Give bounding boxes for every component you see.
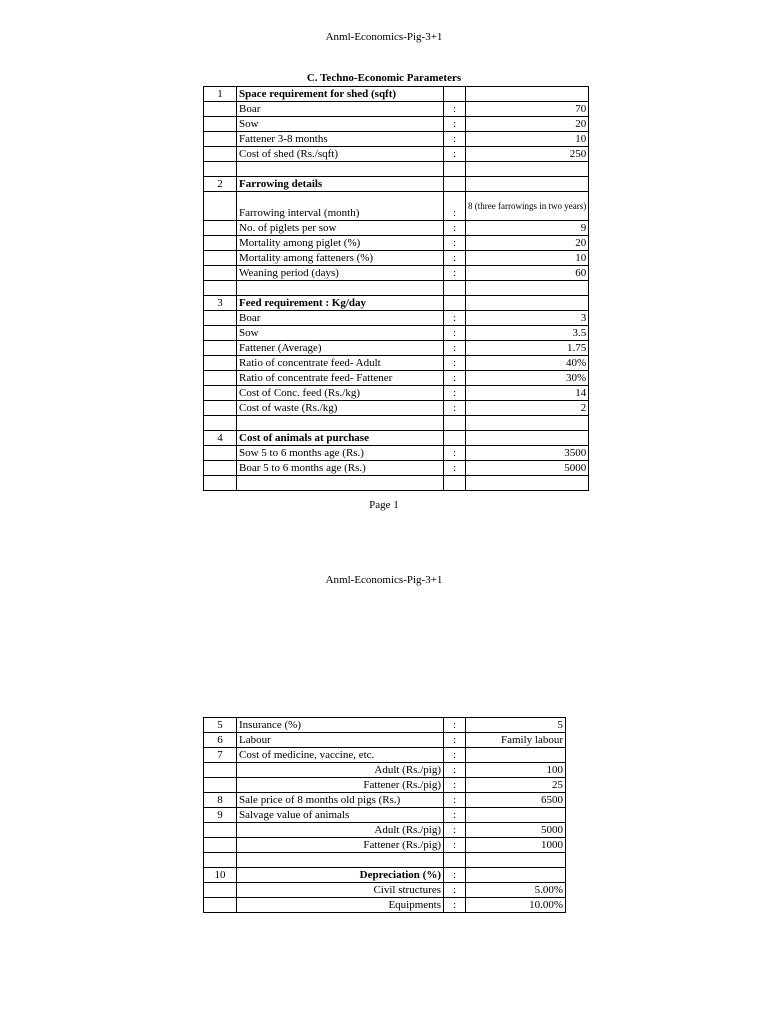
row-separator: : [444, 763, 466, 778]
section-heading-row [204, 87, 589, 102]
row-separator: : [444, 883, 466, 898]
row-label: Boar [237, 311, 444, 326]
row-label: Boar 5 to 6 months age (Rs.) [237, 461, 444, 476]
row-separator: : [444, 778, 466, 793]
row-label: Ratio of concentrate feed- Adult [237, 356, 444, 371]
row-value [466, 748, 566, 763]
table-row [204, 898, 566, 913]
blank-row [204, 162, 589, 177]
row-separator: : [444, 117, 466, 132]
row-label: Cost of Conc. feed (Rs./kg) [237, 386, 444, 401]
table-row [204, 356, 589, 371]
row-separator: : [444, 251, 466, 266]
table-row [204, 371, 589, 386]
table-row [204, 311, 589, 326]
table-row [204, 251, 589, 266]
section-heading-row [204, 296, 589, 311]
row-separator: : [444, 221, 466, 236]
row-separator: : [444, 341, 466, 356]
row-separator: : [444, 147, 466, 162]
row-label: Depreciation (%) [237, 868, 444, 883]
table-row [204, 221, 589, 236]
row-number: 8 [204, 793, 237, 808]
row-separator: : [444, 793, 466, 808]
table-row [204, 883, 566, 898]
row-label: Mortality among fatteners (%) [237, 251, 444, 266]
row-value [466, 808, 566, 823]
row-value: 1000 [466, 838, 566, 853]
row-value: 3 [466, 311, 589, 326]
row-separator: : [444, 838, 466, 853]
table-row [204, 102, 589, 117]
row-value: 5 [466, 718, 566, 733]
row-number: 5 [204, 718, 237, 733]
table-row [204, 147, 589, 162]
row-label: Fattener 3-8 months [237, 132, 444, 147]
row-label: Mortality among piglet (%) [237, 236, 444, 251]
row-value: 5000 [466, 461, 589, 476]
row-separator: : [444, 102, 466, 117]
table-row [204, 266, 589, 281]
row-separator: : [444, 311, 466, 326]
row-label: Weaning period (days) [237, 266, 444, 281]
row-separator: : [444, 386, 466, 401]
row-separator: : [444, 718, 466, 733]
page-footer: Page 1 [369, 499, 399, 511]
row-separator: : [444, 132, 466, 147]
row-separator: : [444, 371, 466, 386]
row-separator: : [444, 192, 466, 221]
row-number: 9 [204, 808, 237, 823]
row-value: 9 [466, 221, 589, 236]
row-label: Cost of waste (Rs./kg) [237, 401, 444, 416]
table-row [204, 748, 566, 763]
row-value: 6500 [466, 793, 566, 808]
row-label: Civil structures [237, 883, 444, 898]
row-number: 6 [204, 733, 237, 748]
blank-row [204, 853, 566, 868]
blank-row [204, 476, 589, 491]
section-number: 4 [204, 431, 237, 446]
table-row [204, 461, 589, 476]
table-row [204, 808, 566, 823]
row-value: 2 [466, 401, 589, 416]
row-value: Family labour [466, 733, 566, 748]
row-value: 30% [466, 371, 589, 386]
row-separator: : [444, 266, 466, 281]
table-row [204, 386, 589, 401]
row-value: 25 [466, 778, 566, 793]
row-number [204, 898, 237, 913]
row-separator: : [444, 748, 466, 763]
table-row [204, 778, 566, 793]
row-label: Fattener (Average) [237, 341, 444, 356]
row-label: Equipments [237, 898, 444, 913]
row-number [204, 823, 237, 838]
row-number: 10 [204, 868, 237, 883]
row-separator: : [444, 326, 466, 341]
row-number: 7 [204, 748, 237, 763]
row-label: Farrowing interval (month) [237, 192, 444, 221]
section-number: 1 [204, 87, 237, 102]
row-label: Sow 5 to 6 months age (Rs.) [237, 446, 444, 461]
table-row [204, 117, 589, 132]
row-value: 3500 [466, 446, 589, 461]
row-label: Cost of medicine, vaccine, etc. [237, 748, 444, 763]
row-separator: : [444, 236, 466, 251]
row-label: Fattener (Rs./pig) [237, 778, 444, 793]
table-row [204, 341, 589, 356]
row-value [466, 868, 566, 883]
row-label: Sow [237, 117, 444, 132]
row-value: 1.75 [466, 341, 589, 356]
table-row [204, 838, 566, 853]
row-value: 20 [466, 236, 589, 251]
row-number [204, 838, 237, 853]
row-value: 20 [466, 117, 589, 132]
section-number: 3 [204, 296, 237, 311]
page-header: Anml-Economics-Pig-3+1 [325, 574, 443, 586]
row-label: Ratio of concentrate feed- Fattener [237, 371, 444, 386]
row-number [204, 778, 237, 793]
table-row [204, 733, 566, 748]
row-label: Adult (Rs./pig) [237, 823, 444, 838]
row-number [204, 883, 237, 898]
row-separator: : [444, 898, 466, 913]
row-label: Sow [237, 326, 444, 341]
parameters-table-continued [203, 717, 566, 913]
section-heading: Space requirement for shed (sqft) [237, 87, 444, 102]
row-value: 14 [466, 386, 589, 401]
table-row [204, 868, 566, 883]
section-heading-row [204, 431, 589, 446]
row-value: 100 [466, 763, 566, 778]
row-value: 10 [466, 132, 589, 147]
table-row [204, 763, 566, 778]
row-value: 5000 [466, 823, 566, 838]
table-row [204, 823, 566, 838]
blank-row [204, 281, 589, 296]
row-value: 3.5 [466, 326, 589, 341]
table-row [204, 793, 566, 808]
page-header: Anml-Economics-Pig-3+1 [325, 31, 443, 43]
row-value: 250 [466, 147, 589, 162]
row-number [204, 763, 237, 778]
row-separator: : [444, 823, 466, 838]
row-separator: : [444, 808, 466, 823]
section-heading: Farrowing details [237, 177, 444, 192]
blank-row [204, 416, 589, 431]
row-label: Sale price of 8 months old pigs (Rs.) [237, 793, 444, 808]
row-separator: : [444, 446, 466, 461]
row-value: 60 [466, 266, 589, 281]
row-value: 10 [466, 251, 589, 266]
row-value: 5.00% [466, 883, 566, 898]
table-row [204, 326, 589, 341]
table-row [204, 236, 589, 251]
table-row [204, 132, 589, 147]
row-label: Fattener (Rs./pig) [237, 838, 444, 853]
sheet-title: C. Techno-Economic Parameters [306, 72, 462, 84]
row-separator: : [444, 733, 466, 748]
row-value: 40% [466, 356, 589, 371]
table-row [204, 192, 589, 221]
row-separator: : [444, 461, 466, 476]
table-row [204, 718, 566, 733]
section-heading-row [204, 177, 589, 192]
section-heading: Cost of animals at purchase [237, 431, 444, 446]
row-label: No. of piglets per sow [237, 221, 444, 236]
row-label: Labour [237, 733, 444, 748]
row-label: Salvage value of animals [237, 808, 444, 823]
row-value: 10.00% [466, 898, 566, 913]
table-row [204, 446, 589, 461]
row-separator: : [444, 356, 466, 371]
row-separator: : [444, 401, 466, 416]
section-number: 2 [204, 177, 237, 192]
row-value: 70 [466, 102, 589, 117]
techno-economic-table [203, 86, 589, 491]
row-separator: : [444, 868, 466, 883]
row-label: Boar [237, 102, 444, 117]
table-row [204, 401, 589, 416]
row-label: Insurance (%) [237, 718, 444, 733]
row-label: Adult (Rs./pig) [237, 763, 444, 778]
section-heading: Feed requirement : Kg/day [237, 296, 444, 311]
row-label: Cost of shed (Rs./sqft) [237, 147, 444, 162]
row-value: 8 (three farrowings in two years) [466, 192, 589, 221]
